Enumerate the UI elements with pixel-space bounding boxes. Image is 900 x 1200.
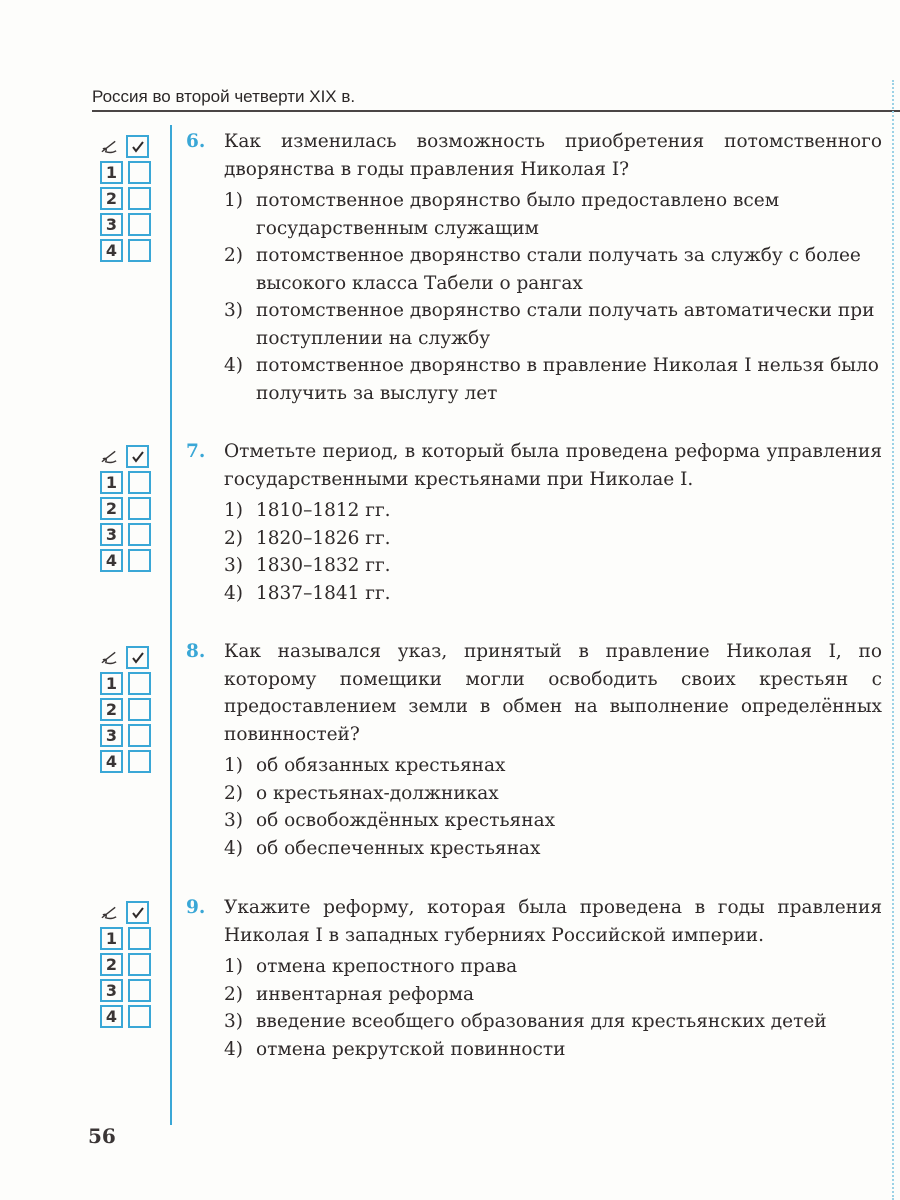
question-number: 9. [186,897,206,918]
option-number-box: 1 [100,161,123,184]
question-text: Как назывался указ, принятый в правление Николая I, по которому помещики могли освободить своих крестьян с предоставлением земли в обмен на выполнение определённых повинностей? [224,641,882,745]
answer-checkbox-4[interactable] [128,750,151,773]
answer-grid-q7 [100,444,160,574]
option-number-box: 4 [100,750,123,773]
option-item: 2) 1820–1826 гг. [224,527,391,549]
option-number-box: 4 [100,1005,123,1028]
running-head [92,84,900,112]
option-number-box: 3 [100,213,123,236]
answer-grid-q9 [100,900,160,1030]
answer-grid-q8 [100,645,160,775]
option-number-box: 1 [100,471,123,494]
question-number: 7. [186,441,206,462]
option-item: 4) отмена рекрутской повинности [224,1038,566,1060]
page-edge-dotted-line [892,80,894,1200]
answer-checkbox-4[interactable] [128,549,151,572]
option-number-box: 2 [100,497,123,520]
option-number-box: 3 [100,523,123,546]
answer-checkbox-3[interactable] [128,523,151,546]
check-box[interactable] [126,135,149,158]
question-text: Отметьте период, в который была проведена реформа управления государственными крестьянами при Николае I. [224,441,882,490]
answer-checkbox-1[interactable] [128,672,151,695]
question-7 [186,438,882,607]
option-number-box: 4 [100,549,123,572]
check-box[interactable] [126,445,149,468]
option-item: 3) введение всеобщего образования для крестьянских детей [224,1011,827,1032]
margin-rule [170,125,172,1125]
pen-icon [100,903,119,922]
option-number-box: 3 [100,979,123,1002]
option-item: 2) о крестьянах-должниках [224,782,499,804]
option-item: 3) об освобождённых крестьянах [224,810,556,831]
option-number-box: 2 [100,187,123,210]
option-item: 3) потомственное дворянство стали получать автоматически при поступлении на службу [224,300,875,349]
option-item: 3) 1830–1832 гг. [224,555,391,576]
pen-icon [100,648,119,667]
answer-checkbox-2[interactable] [128,953,151,976]
option-item: 1) отмена крепостного права [224,956,518,977]
option-item: 2) потомственное дворянство стали получать за службу с более высокого класса Табели о рангах [224,245,861,294]
option-number-box: 2 [100,698,123,721]
answer-checkbox-2[interactable] [128,698,151,721]
question-6 [186,128,882,407]
answer-checkbox-2[interactable] [128,187,151,210]
check-box[interactable] [126,901,149,924]
answer-checkbox-3[interactable] [128,724,151,747]
option-number-box: 2 [100,953,123,976]
option-number-box: 1 [100,672,123,695]
option-item: 1) об обязанных крестьянах [224,755,506,776]
answer-checkbox-1[interactable] [128,927,151,950]
answer-checkbox-2[interactable] [128,497,151,520]
question-8 [186,638,882,862]
option-item: 1) потомственное дворянство было предоставлено всем государственным служащим [224,190,780,239]
question-text: Как изменилась возможность приобретения потомственного дворянства в годы правления Николая I? [224,131,882,180]
option-item: 4) 1837–1841 гг. [224,582,391,604]
answer-checkbox-4[interactable] [128,239,151,262]
answer-checkbox-1[interactable] [128,161,151,184]
answer-checkbox-4[interactable] [128,1005,151,1028]
pen-icon [100,137,119,156]
option-item: 1) 1810–1812 гг. [224,500,391,521]
check-box[interactable] [126,646,149,669]
question-number: 8. [186,641,206,662]
answer-grid-q6 [100,134,160,264]
option-number-box: 4 [100,239,123,262]
option-item: 2) инвентарная реформа [224,983,475,1005]
option-number-box: 1 [100,927,123,950]
page-number: 56 [88,1124,116,1148]
question-9 [186,894,882,1063]
answer-checkbox-3[interactable] [128,979,151,1002]
question-number: 6. [186,131,206,152]
answer-checkbox-3[interactable] [128,213,151,236]
answer-checkbox-1[interactable] [128,471,151,494]
option-item: 4) об обеспеченных крестьянах [224,837,541,859]
pen-icon [100,447,119,466]
running-title: Россия во второй четверти XIX в. [92,87,356,106]
option-number-box: 3 [100,724,123,747]
question-text: Укажите реформу, которая была проведена в годы правления Николая I в западных губерниях Российской империи. [224,897,882,946]
option-item: 4) потомственное дворянство в правление Николая I нельзя было получить за выслугу лет [224,355,879,404]
